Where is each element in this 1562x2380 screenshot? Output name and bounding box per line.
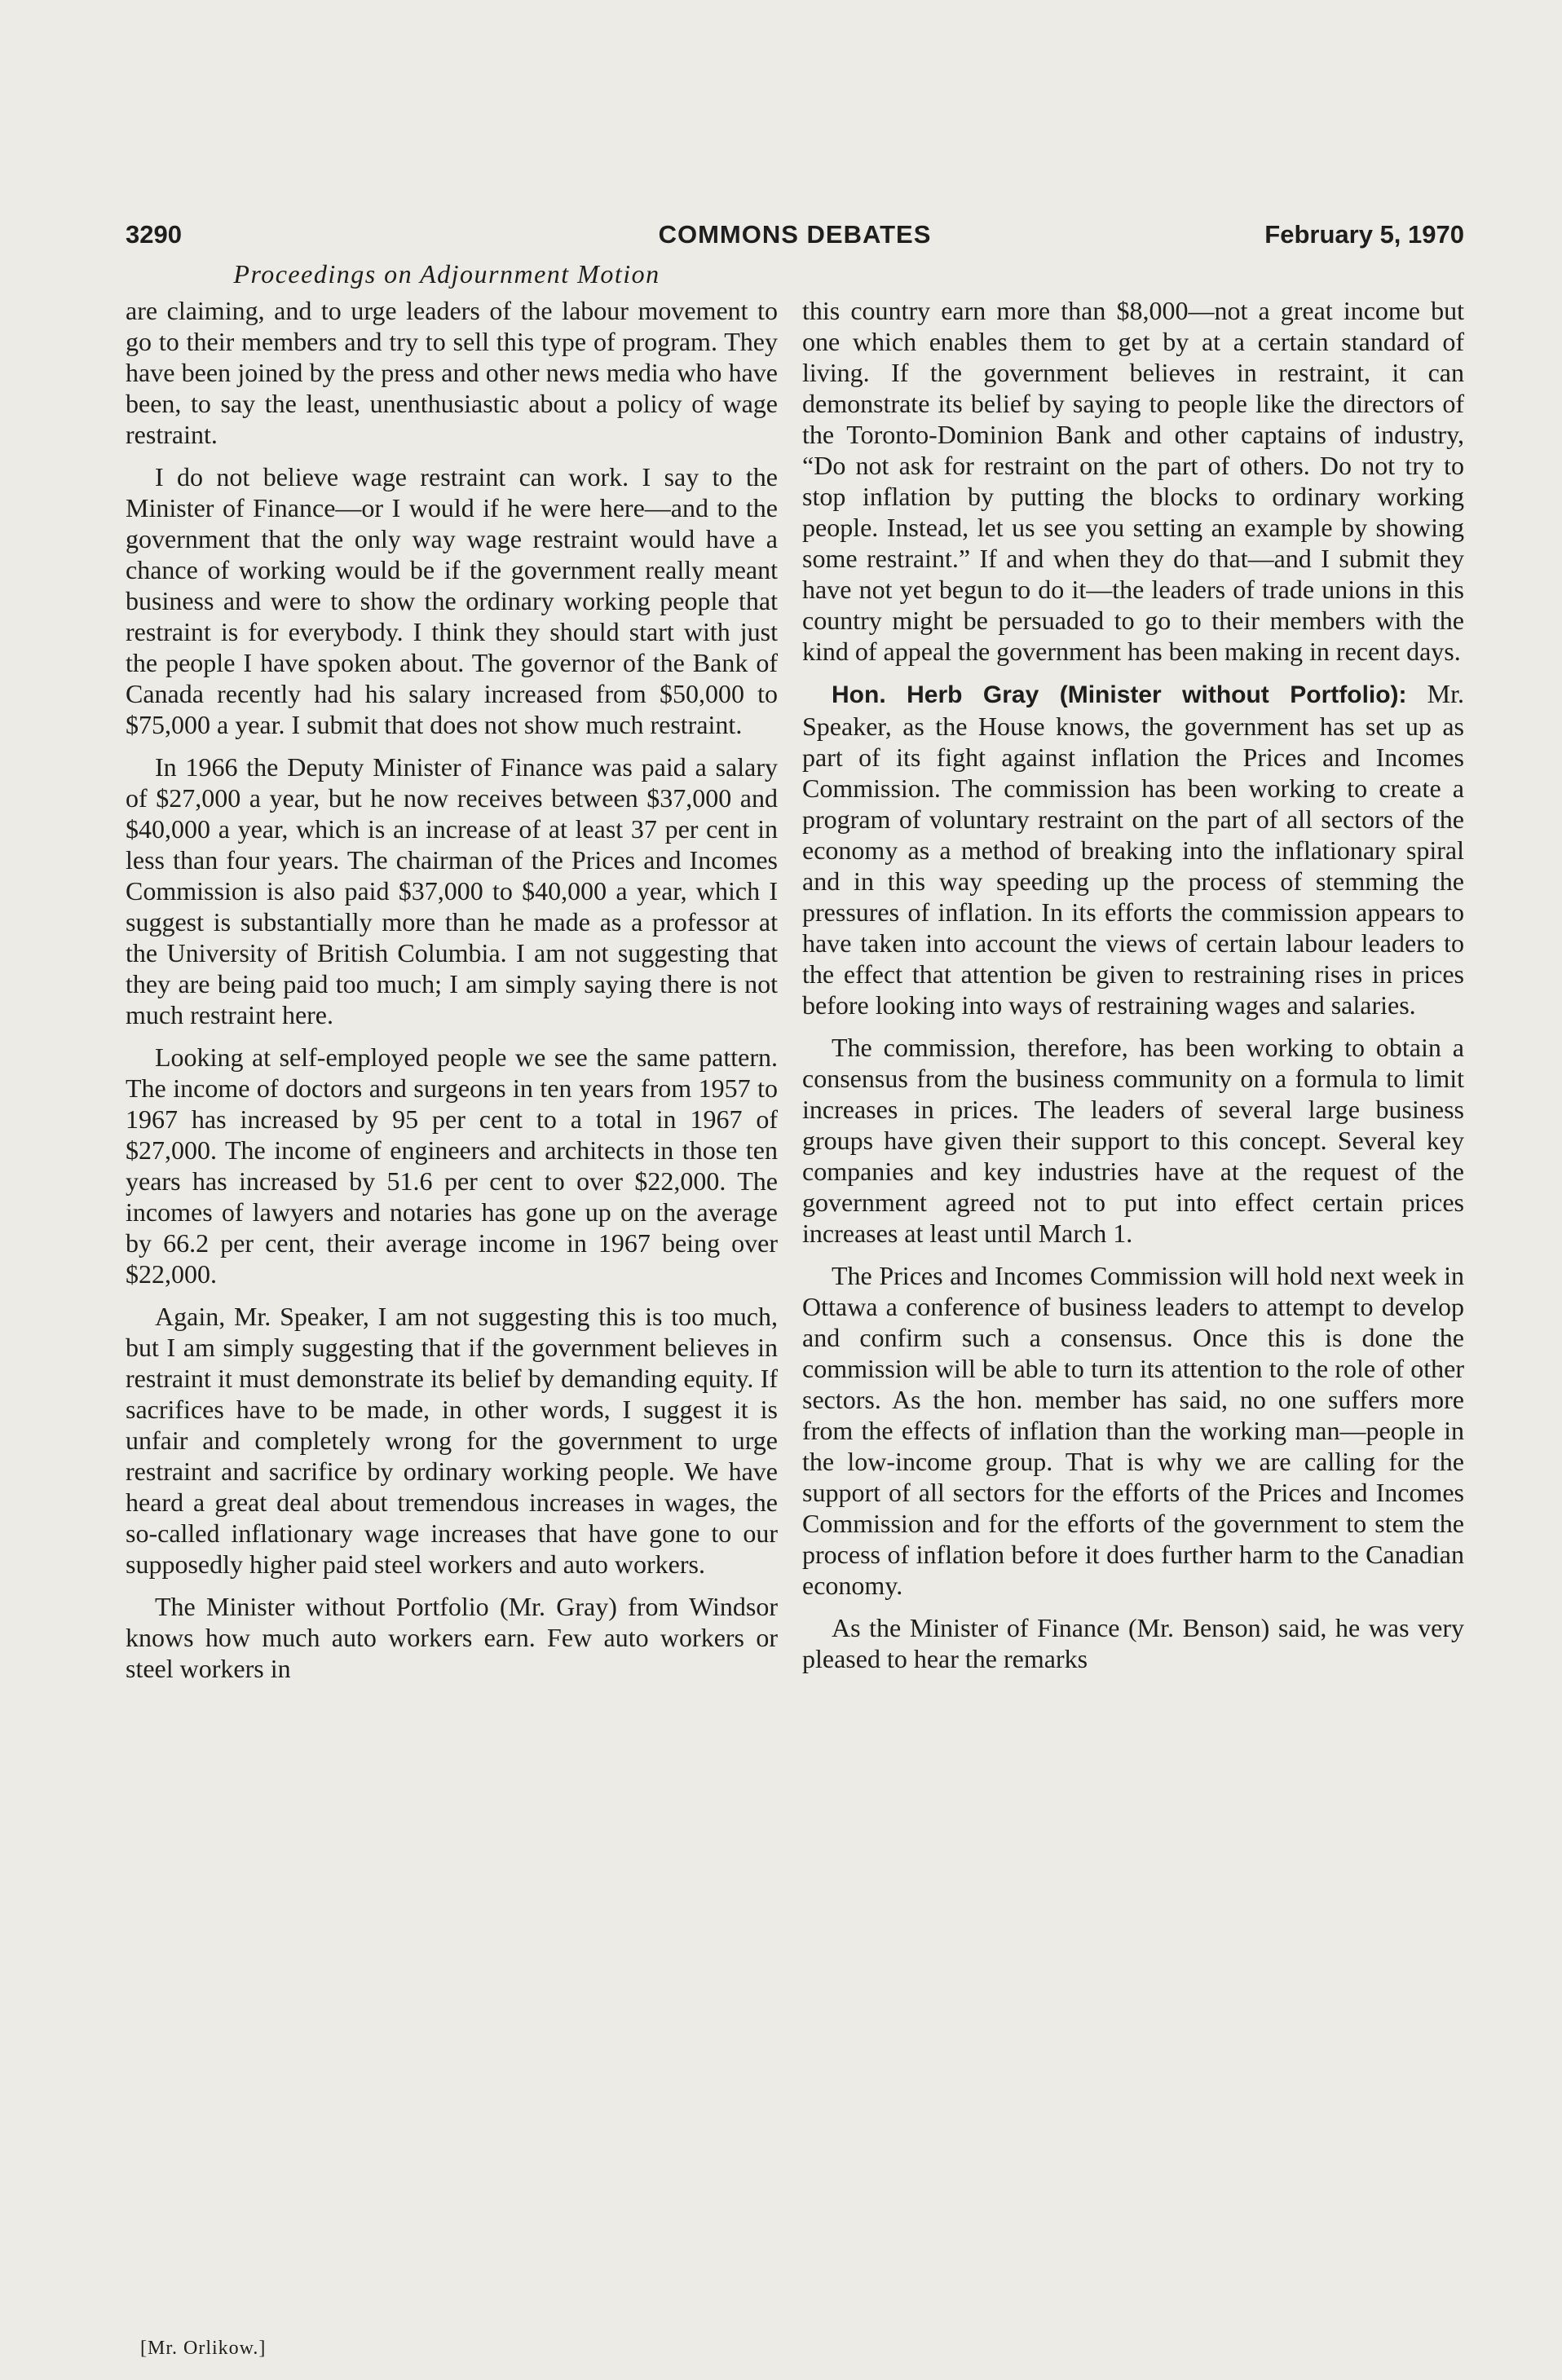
paragraph: Looking at self-employed people we see the same pattern. The income of doctors and surgeons in ten years from 1957 to 1967 has increased by 95 per cent to a total in 1967 of $27,000. The income of engineers and architects in those ten years has increased by 51.6 per cent to over $22,000. The incomes of lawyers and notaries has gone up on the average by 66.2 per cent, their average income in 1967 being over $22,000. xyxy=(126,1042,778,1289)
paragraph: are claiming, and to urge leaders of the labour movement to go to their members and try to sell this type of program. They have been joined by the press and other news media who have been, to say the least, unenthusiastic about a policy of wage restraint. xyxy=(126,296,778,449)
speech-paragraph xyxy=(802,678,1464,1020)
publication-title: COMMONS DEBATES xyxy=(658,220,932,249)
right-column xyxy=(802,295,1464,1686)
paragraph: Again, Mr. Speaker, I am not suggesting this is too much, but I am simply suggesting that if the government believes in restraint it must demonstrate its belief by demanding equity. If sacrifices have to be made, in other words, I suggest it is unfair and completely wrong for the government to urge restraint and sacrifice by ordinary working people. We have heard a great deal about tremendous increases in wages, the so-called inflationary wage increases that have gone to our supposedly higher paid steel workers and auto workers. xyxy=(126,1302,778,1579)
speaker-name: Hon. Herb Gray (Minister without Portfolio): xyxy=(832,681,1407,708)
paragraph: The commission, therefore, has been working to obtain a consensus from the business community on a formula to limit increases in prices. The leaders of several large business groups have given their support to this concept. Several key companies and key industries have at the request of the government agreed not to put into effect certain prices increases at least until March 1. xyxy=(802,1033,1464,1248)
left-column xyxy=(126,295,778,1695)
paragraph: The Prices and Incomes Commission will hold next week in Ottawa a conference of business leaders to attempt to develop and confirm such a consensus. Once this is done the commission will be able to turn its attention to the role of other sectors. As the hon. member has said, no one suffers more from the effects of inflation than the working man—people in the low-income group. That is why we are calling for the support of all sectors for the efforts of the Prices and Incomes Commission and for the efforts of the government to stem the process of inflation before it does further harm to the Canadian economy. xyxy=(802,1261,1464,1600)
paragraph: I do not believe wage restraint can work. I say to the Minister of Finance—or I would if he were here—and to the government that the only way wage restraint would have a chance of working would be if the government really meant business and were to show the ordinary working people that restraint is for everybody. I think they should start with just the people I have spoken about. The governor of the Bank of Canada recently had his salary increased from $50,000 to $75,000 a year. I submit that does not show much restraint. xyxy=(126,462,778,739)
paragraph: this country earn more than $8,000—not a great income but one which enables them to get by at a certain standard of living. If the government believes in restraint, it can demonstrate its belief by saying to people like the directors of the Toronto-Dominion Bank and other captains of industry, “Do not ask for restraint on the part of others. Do not try to stop inflation by putting the blocks to ordinary working people. Instead, let us see you setting an example by showing some restraint.” If and when they do that—and I submit they have not yet begun to do it—the leaders of trade unions in this country might be persuaded to go to their members with the kind of appeal the government has been making in recent days. xyxy=(802,296,1464,666)
paragraph: The Minister without Portfolio (Mr. Gray) from Windsor knows how much auto workers earn. Few auto workers or steel workers in xyxy=(126,1592,778,1683)
publication-date: February 5, 1970 xyxy=(1264,220,1464,249)
paragraph: As the Minister of Finance (Mr. Benson) said, he was very pleased to hear the remarks xyxy=(802,1613,1464,1673)
paragraph: In 1966 the Deputy Minister of Finance was paid a salary of $27,000 a year, but he now receives between $37,000 and $40,000 a year, which is an increase of at least 37 per cent in less than four years. The chairman of the Prices and Incomes Commission is also paid $37,000 to $40,000 a year, which I suggest is substantially more than he made as a professor at the University of British Columbia. I am not suggesting that they are being paid too much; I am simply saying there is not much restraint here. xyxy=(126,752,778,1029)
page-number: 3290 xyxy=(126,220,182,249)
section-subheading: Proceedings on Adjournment Motion xyxy=(233,259,660,289)
speaker-footnote: [Mr. Orlikow.] xyxy=(140,2338,267,2359)
speech-text: Mr. Speaker, as the House knows, the government has set up as part of its fight against inflation the Prices and Incomes Commission. The commission has been working to create a program of voluntary restraint on the part of all sectors of the economy as a method of breaking into the inflationary spiral and in this way speeding up the process of stemming the pressures of inflation. In its efforts the commission appears to have taken into account the views of certain labour leaders to the effect that attention be given to restraining rises in prices before looking into ways of restraining wages and salaries. xyxy=(802,679,1465,1020)
page-header xyxy=(126,220,1464,259)
